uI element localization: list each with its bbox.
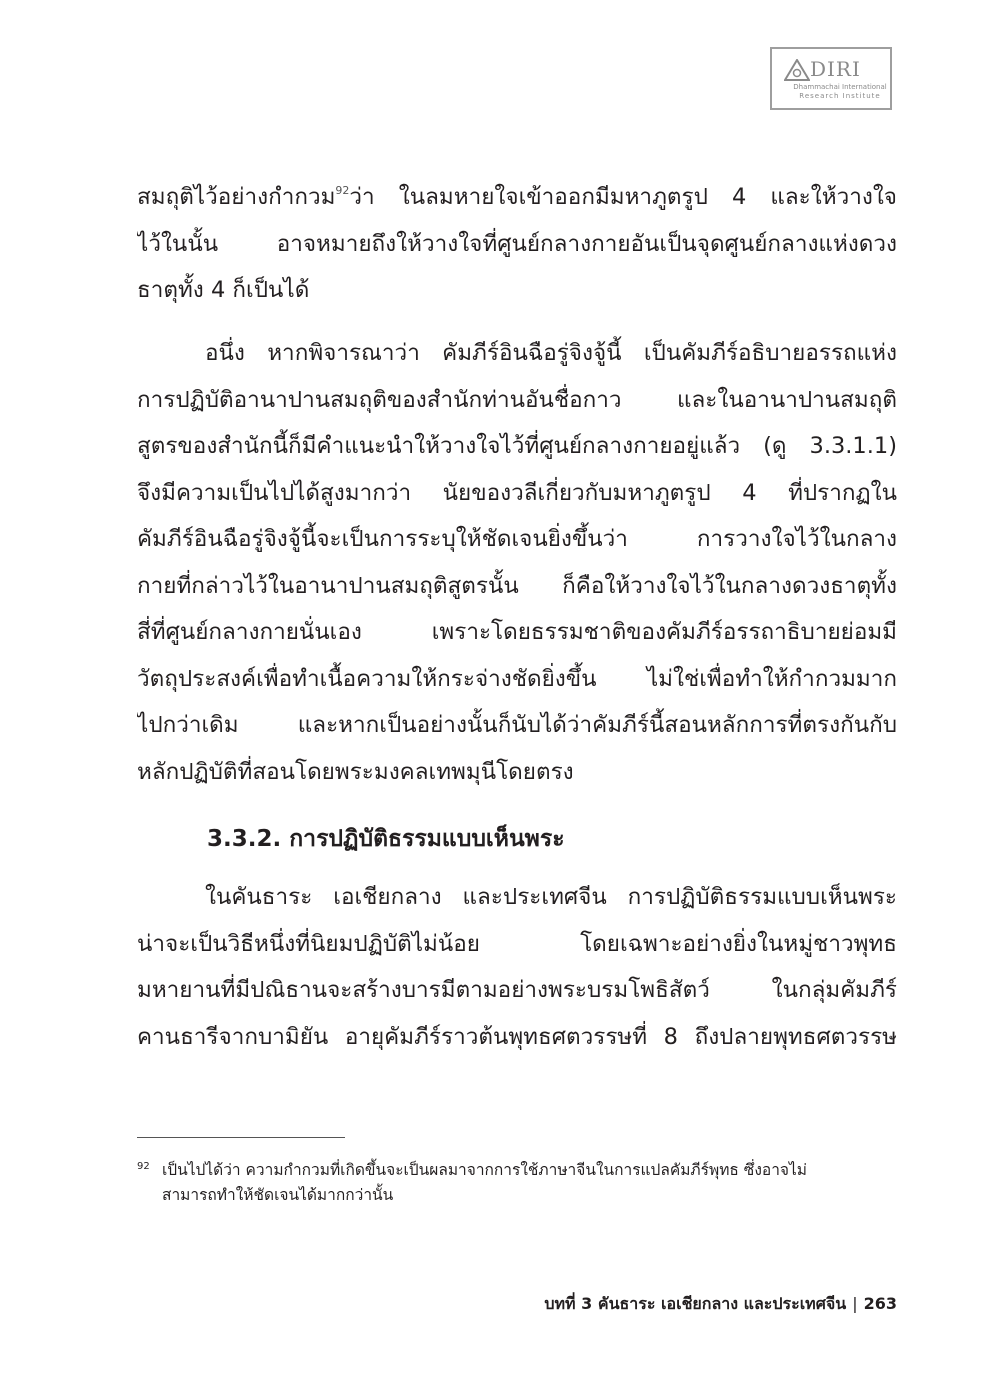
section-heading: 3.3.2. การปฏิบัติธรรมแบบเห็นพระ — [207, 826, 565, 852]
footnote-line: เป็นไปได้ว่า ความกำกวมที่เกิดขึ้นจะเป็นผลมาจากการใช้ภาษาจีนในการแปลคัมภีร์พุทธ ซึ่งอาจไม่ — [162, 1161, 807, 1179]
paragraph-3 — [137, 874, 897, 1060]
paragraph-line: ในคันธาระ เอเชียกลาง และประเทศจีน การปฏิบัติธรรมแบบเห็นพระ — [205, 884, 897, 910]
paragraph-line: น่าจะเป็นวิธีหนึ่งที่นิยมปฏิบัติไม่น้อย โดยเฉพาะอย่างยิ่งในหมู่ชาวพุทธ — [137, 930, 897, 957]
logo-subtitle-2: Research Institute — [799, 92, 881, 100]
paragraph-line: ธาตุทั้ง 4 ก็เป็นได้ — [137, 277, 310, 303]
footer-separator: | — [852, 1294, 858, 1313]
paragraph-line: มหายานที่มีปณิธานจะสร้างบารมีตามอย่างพระบรมโพธิสัตว์ ในกลุ่มคัมภีร์ — [137, 977, 897, 1003]
paragraph-line: กายที่กล่าวไว้ในอานาปานสมถุติสูตรนั้น ก็คือให้วางใจไว้ในกลางดวงธาตุทั้ง — [137, 572, 897, 599]
paragraph-line: สี่ที่ศูนย์กลางกายนั่นเอง เพราะโดยธรรมชาติของคัมภีร์อรรถาธิบายย่อมมี — [137, 619, 897, 645]
paragraph-line: ไปกว่าเดิม และหากเป็นอย่างนั้นก็นับได้ว่าคัมภีร์นี้สอนหลักการที่ตรงกันกับ — [137, 712, 897, 738]
text-segment: สมถุติไว้อย่างกำกวม — [137, 184, 336, 210]
footnote-divider — [137, 1137, 345, 1138]
footnote-reference[interactable]: 92 — [335, 184, 350, 197]
paragraph-line: คานธารีจากบามิยัน อายุคัมภีร์ราวต้นพุทธศตวรรษที่ 8 ถึงปลายพุทธศตวรรษ — [137, 1023, 897, 1050]
diri-logo — [770, 47, 892, 110]
triangle-emblem-icon — [784, 59, 810, 81]
paragraph-line: หลักปฏิบัติที่สอนโดยพระมงคลเทพมุนีโดยตรง — [137, 758, 574, 785]
footnote-line: สามารถทำให้ชัดเจนได้มากกว่านั้น — [162, 1186, 394, 1204]
paragraph-2 — [137, 330, 897, 795]
running-footer — [505, 1292, 897, 1316]
paragraph-line: สูตรของสำนักนี้ก็มีคำแนะนำให้วางใจไว้ที่ศูนย์กลางกายอยู่แล้ว (ดู 3.3.1.1) — [137, 433, 897, 459]
chapter-title: บทที่ 3 คันธาระ เอเชียกลาง และประเทศจีน — [544, 1294, 847, 1313]
page-number: 263 — [863, 1294, 897, 1313]
paragraph-line: อนึ่ง หากพิจารณาว่า คัมภีร์อินฉือรู่จิงจู้นี้ เป็นคัมภีร์อธิบายอรรถแห่ง — [205, 340, 897, 366]
paragraph-line: คัมภีร์อินฉือรู่จิงจู้นี้จะเป็นการระบุให้ชัดเจนยิ่งขึ้นว่า การวางใจไว้ในกลาง — [137, 526, 897, 552]
logo-name: DIRI — [810, 57, 861, 81]
footnote-number: 92 — [137, 1161, 150, 1172]
paragraph-line: จึงมีความเป็นไปได้สูงมากว่า นัยของวลีเกี่ยวกับมหาภูตรูป 4 ที่ปรากฏใน — [137, 479, 897, 506]
footnote — [137, 1158, 897, 1208]
paragraph-line: ไว้ในนั้น อาจหมายถึงให้วางใจที่ศูนย์กลางกายอันเป็นจุดศูนย์กลางแห่งดวง — [137, 230, 897, 257]
paragraph-line — [137, 174, 897, 221]
paragraph-1 — [137, 174, 897, 314]
text-segment: ว่า ในลมหายใจเข้าออกมีมหาภูตรูป 4 และให้วางใจ — [349, 184, 897, 210]
paragraph-line: การปฏิบัติอานาปานสมถุติของสำนักท่านอันชื่อกาว และในอานาปานสมถุติ — [137, 386, 897, 413]
logo-subtitle-1: Dhammachai International — [793, 83, 887, 91]
paragraph-line: วัตถุประสงค์เพื่อทำเนื้อความให้กระจ่างชัดยิ่งขึ้น ไม่ใช่เพื่อทำให้กำกวมมาก — [137, 665, 897, 692]
